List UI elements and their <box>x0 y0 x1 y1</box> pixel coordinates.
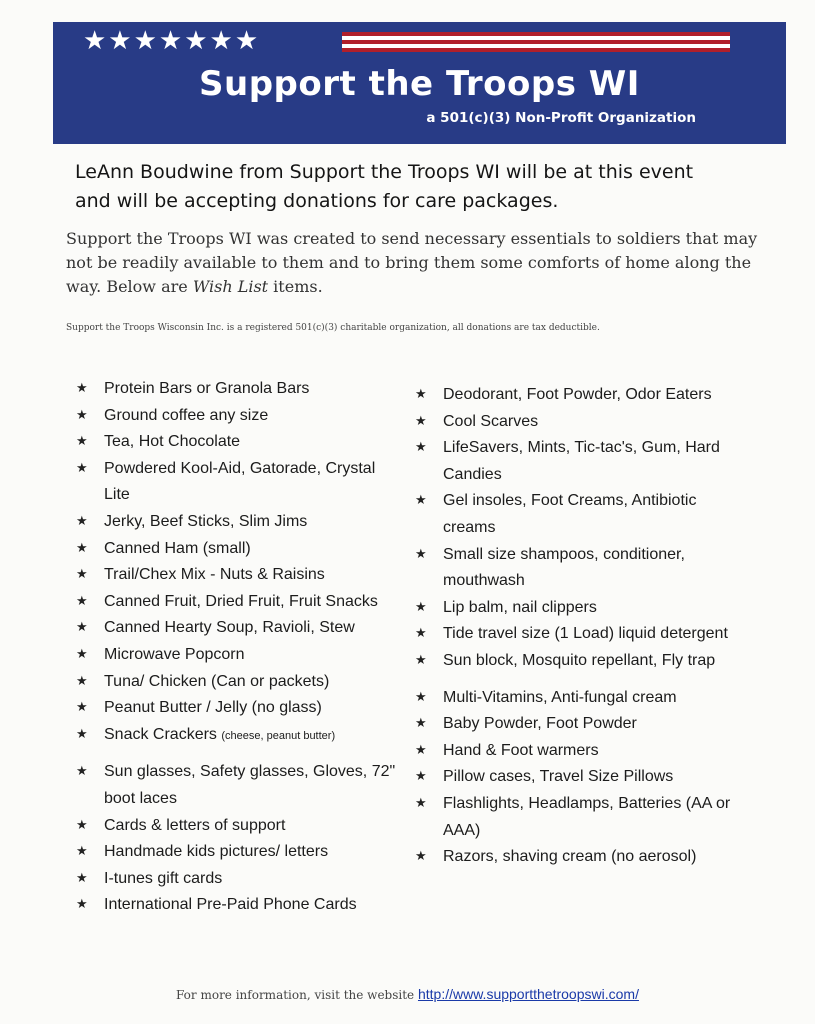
star-bullet-icon: ★ <box>415 689 427 705</box>
wish-list-item <box>76 615 396 642</box>
wish-list-item <box>415 685 745 712</box>
wish-list-item <box>76 759 396 812</box>
wish-list-item-text: Handmade kids pictures/ letters <box>104 843 329 861</box>
star-bullet-icon: ★ <box>415 599 427 615</box>
wish-list-item-text: Sun glasses, Safety glasses, Gloves, 72" boot laces <box>104 763 396 807</box>
wish-list-item-text: Gel insoles, Foot Creams, Antibiotic creams <box>443 492 697 536</box>
wish-list-item <box>76 695 396 722</box>
stars-decoration: ★★★★★★★ <box>83 26 261 56</box>
wish-list-item-text: Canned Hearty Soup, Ravioli, Stew <box>104 619 355 637</box>
wish-list-item-text: I-tunes gift cards <box>104 869 223 887</box>
wish-list-item-text: Snack Crackers <box>104 725 222 743</box>
star-bullet-icon: ★ <box>76 764 88 780</box>
wish-list-item-text: Small size shampoos, conditioner, mouthwash <box>443 545 685 590</box>
star-bullet-icon: ★ <box>76 434 88 450</box>
wish-list-item <box>415 488 745 541</box>
wish-list-item <box>76 722 396 750</box>
wish-list-item-text: Tea, Hot Chocolate <box>104 433 241 451</box>
wish-list-item <box>415 595 745 622</box>
star-bullet-icon: ★ <box>76 593 88 609</box>
wish-list-item-text: Peanut Butter / Jelly (no glass) <box>104 699 322 717</box>
wish-list-item-text: Deodorant, Foot Powder, Odor Eaters <box>443 386 712 403</box>
star-bullet-icon: ★ <box>76 726 88 742</box>
banner-subtitle: a 501(c)(3) Non-Profit Organization <box>426 110 696 126</box>
wish-list-item <box>415 738 745 765</box>
wish-list-item-text: Canned Ham (small) <box>104 539 251 557</box>
star-bullet-icon: ★ <box>76 620 88 636</box>
intro-text-end: items. <box>268 277 323 296</box>
wish-list-item <box>415 542 745 595</box>
wish-list-item <box>76 403 396 430</box>
star-bullet-icon: ★ <box>415 742 427 758</box>
star-bullet-icon: ★ <box>76 897 88 913</box>
banner-title: Support the Troops WI <box>199 64 640 104</box>
star-bullet-icon: ★ <box>76 460 88 476</box>
wish-list-item <box>415 711 745 738</box>
star-bullet-icon: ★ <box>76 567 88 583</box>
wish-list-item <box>76 669 396 696</box>
wish-list-item-text: LifeSavers, Mints, Tic-tac's, Gum, Hard Candies <box>443 439 720 483</box>
star-bullet-icon: ★ <box>415 546 427 562</box>
star-bullet-icon: ★ <box>76 844 88 860</box>
star-bullet-icon: ★ <box>76 673 88 689</box>
wish-list-item-text: Baby Powder, Foot Powder <box>443 715 637 733</box>
wish-list-item-text: Lip balm, nail clippers <box>443 598 597 616</box>
wish-list-item-text: Jerky, Beef Sticks, Slim Jims <box>104 512 308 530</box>
wish-list-item <box>415 435 745 488</box>
wish-list-item <box>76 376 396 403</box>
star-bullet-icon: ★ <box>415 849 427 865</box>
wish-list-item <box>76 892 396 919</box>
star-bullet-icon: ★ <box>76 646 88 662</box>
star-bullet-icon: ★ <box>415 716 427 732</box>
wish-list-item <box>76 562 396 589</box>
star-bullet-icon: ★ <box>415 795 427 811</box>
wish-list-item-text: Pillow cases, Travel Size Pillows <box>443 768 674 786</box>
wish-list-item <box>76 839 396 866</box>
footer <box>0 984 815 1005</box>
wish-list-item <box>415 648 745 675</box>
star-bullet-icon: ★ <box>415 626 427 642</box>
wish-list-item <box>76 866 396 893</box>
wish-list-item <box>415 621 745 648</box>
wish-list-item <box>415 844 745 871</box>
star-bullet-icon: ★ <box>76 817 88 833</box>
wish-list-item-text: Cool Scarves <box>443 412 539 430</box>
wish-list-left-column <box>76 376 396 919</box>
star-bullet-icon: ★ <box>76 407 88 423</box>
wish-list-item-text: Canned Fruit, Dried Fruit, Fruit Snacks <box>104 592 378 610</box>
wish-list-item-text: Razors, shaving cream (no aerosol) <box>443 848 697 866</box>
wish-list-item <box>415 409 745 436</box>
star-bullet-icon: ★ <box>415 769 427 785</box>
intro-paragraph <box>66 227 766 299</box>
wish-list-item-text: Tuna/ Chicken (Can or packets) <box>104 672 330 690</box>
header-banner <box>53 22 786 144</box>
star-bullet-icon: ★ <box>76 700 88 716</box>
wish-list-item-text: Ground coffee any size <box>104 406 269 424</box>
event-headline <box>75 158 765 216</box>
wish-list-item <box>415 764 745 791</box>
star-bullet-icon: ★ <box>76 540 88 556</box>
wish-list-item-text: Powdered Kool-Aid, Gatorade, Crystal Lite <box>104 459 376 504</box>
wish-list-right-column <box>415 382 745 871</box>
wish-list-item-text: Trail/Chex Mix - Nuts & Raisins <box>104 566 325 584</box>
star-bullet-icon: ★ <box>76 513 88 529</box>
wish-list-item-text: Cards & letters of support <box>104 816 286 834</box>
wish-list-item <box>76 456 396 509</box>
star-bullet-icon: ★ <box>76 870 88 886</box>
intro-text: Support the Troops WI was created to send necessary essentials to soldiers that may not be readily available to them and to bring them some comforts of home along the way. Below are <box>66 229 758 296</box>
wish-list-item-text: Hand & Foot warmers <box>443 741 599 759</box>
wish-list-emphasis: Wish List <box>192 277 269 296</box>
wish-list-item-text: Tide travel size (1 Load) liquid detergent <box>443 625 728 643</box>
star-bullet-icon: ★ <box>415 387 427 402</box>
wish-list-item <box>415 791 745 844</box>
wish-list-item-text: Flashlights, Headlamps, Batteries (AA or AAA) <box>443 794 731 839</box>
website-link[interactable]: http://www.supportthetroopswi.com/ <box>417 986 639 1002</box>
star-bullet-icon: ★ <box>415 440 427 456</box>
headline-line-1: LeAnn Boudwine from Support the Troops WI will be at this event <box>75 161 694 183</box>
wish-list-item-text: Protein Bars or Granola Bars <box>104 380 310 397</box>
wish-list-item-text: Sun block, Mosquito repellant, Fly trap <box>443 651 716 669</box>
wish-list-item-text: Microwave Popcorn <box>104 645 245 663</box>
wish-list-item-note: (cheese, peanut butter) <box>221 729 336 742</box>
wish-list-item <box>76 429 396 456</box>
wish-list-item-text: Multi-Vitamins, Anti-fungal cream <box>443 688 677 706</box>
headline-line-2: and will be accepting donations for care packages. <box>75 190 559 212</box>
wish-list-item <box>76 589 396 616</box>
star-bullet-icon: ★ <box>415 493 427 509</box>
wish-list-item-text: International Pre-Paid Phone Cards <box>104 896 357 914</box>
tax-deductible-note: Support the Troops Wisconsin Inc. is a registered 501(c)(3) charitable organization, all donations are tax deductible. <box>66 323 600 333</box>
flag-stripes <box>342 32 730 52</box>
wish-list-item <box>76 813 396 840</box>
star-bullet-icon: ★ <box>415 413 427 429</box>
footer-text: For more information, visit the website <box>176 988 418 1002</box>
wish-list-item <box>415 382 745 409</box>
wish-list-item <box>76 536 396 563</box>
wish-list-item <box>76 509 396 536</box>
wish-list-item <box>76 642 396 669</box>
star-bullet-icon: ★ <box>415 652 427 668</box>
star-bullet-icon: ★ <box>76 381 88 396</box>
